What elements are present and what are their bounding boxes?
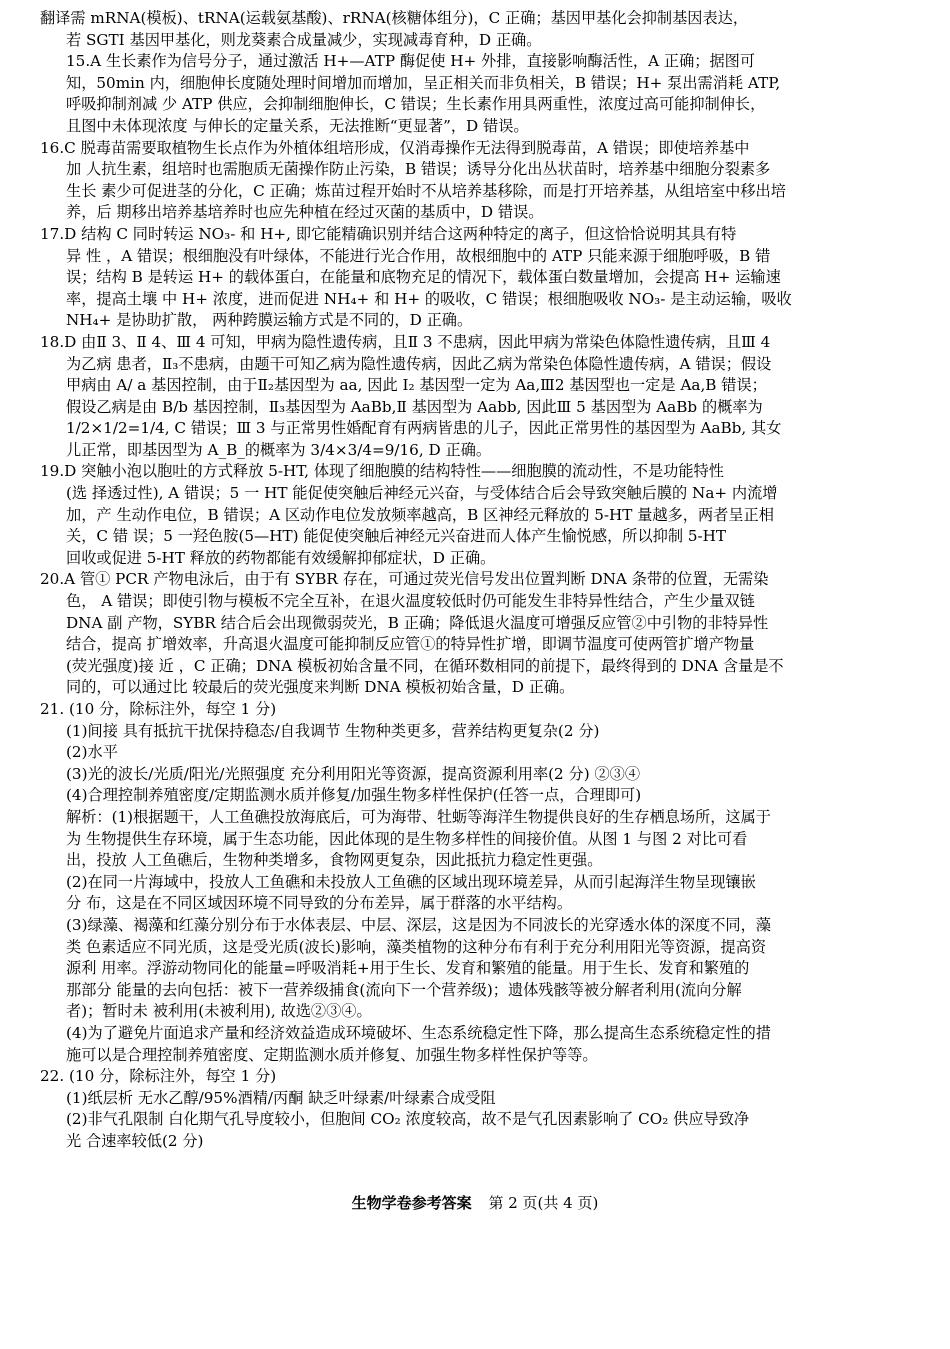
answer-line: (1)间接 具有抵抗干扰保持稳态/自我调节 生物种类更多，营养结构更复杂(2 分) — [66, 721, 600, 740]
answer-block — [40, 785, 912, 807]
answer-line: 22. (10 分，除标注外，每空 1 分) — [40, 1067, 277, 1086]
answer-block — [40, 332, 912, 462]
answer-line: DNA 副 产物，SYBR 结合后会出现微弱荧光，B 正确；降低退火温度可增强反应管②中引物的非特异性 — [66, 613, 769, 632]
answer-block — [40, 1109, 912, 1152]
answer-line: 为乙病 患者，Ⅱ₃不患病，由题干可知乙病为隐性遗传病，因此乙病为常染色体隐性遗传病，A 错误；假设 — [66, 354, 772, 373]
answer-line: 异 性 ，A 错误；根细胞没有叶绿体，不能进行光合作用，故根细胞中的 ATP 只能来源于细胞呼吸，B 错 — [66, 246, 771, 265]
answer-line: 解析：(1)根据题干，人工鱼礁投放海底后，可为海带、牡蛎等海洋生物提供良好的生存栖息场所，这属于 — [66, 807, 771, 826]
answer-line: 儿正常，即基因型为 A_B_的概率为 3/4×3/4=9/16, D 正确。 — [66, 440, 492, 459]
answer-line: 率，提高土壤 中 H+ 浓度，进而促进 NH₄+ 和 H+ 的吸收，C 错误；根细胞吸收 NO₃- 是主动运输，吸收 — [66, 289, 792, 308]
answer-line: 16.C 脱毒苗需要取植物生长点作为外植体组培形成，仅消毒操作无法得到脱毒苗，A 错误；即使培养基中 — [40, 138, 750, 157]
answer-block — [40, 699, 912, 721]
answer-line: 回收或促进 5-HT 释放的药物都能有效缓解抑郁症状，D 正确。 — [66, 548, 496, 567]
answer-line: (1)纸层析 无水乙醇/95%酒精/丙酮 缺乏叶绿素/叶绿素合成受阻 — [66, 1088, 496, 1107]
answer-line: 生长 素少可促进茎的分化，C 正确；炼苗过程开始时不从培养基移除，而是打开培养基，从组培室中移出培 — [66, 181, 786, 200]
answer-line: (荧光强度)接 近 ，C 正确；DNA 模板初始含量不同，在循环数相同的前提下，最终得到的 DNA 含量是不 — [66, 656, 784, 675]
answer-line: (3)绿藻、褐藻和红藻分别分布于水体表层、中层、深层，这是因为不同波长的光穿透水体的深度不同，藻 — [66, 915, 771, 934]
answer-line: 分 布，这是在不同区域因环境不同导致的分布差异，属于群落的水平结构。 — [66, 894, 573, 913]
answer-line: (选 择透过性), A 错误；5 一 HT 能促使突触后神经元兴奋，与受体结合后会导致突触后膜的 Na+ 内流增 — [66, 484, 778, 503]
answer-block — [40, 1066, 912, 1088]
answer-line: 源利 用率。浮游动物同化的能量=呼吸消耗+用于生长、发育和繁殖的能量。用于生长、发育和繁殖的 — [66, 959, 750, 978]
answer-block — [40, 1088, 912, 1110]
answer-line: (3)光的波长/光质/阳光/光照强度 充分利用阳光等资源，提高资源利用率(2 分) ②③④ — [66, 764, 641, 783]
answer-line: 色， A 错误；即使引物与模板不完全互补，在退火温度较低时仍可能发生非特异性结合，产生少量双链 — [66, 592, 755, 611]
answer-line: 17.D 结构 C 同时转运 NO₃- 和 H+, 即它能精确识别并结合这两种特定的离子，但这恰恰说明其具有特 — [40, 224, 737, 243]
answer-line: 20.A 管① PCR 产物电泳后，由于有 SYBR 存在，可通过荧光信号发出位置判断 DNA 条带的位置，无需染 — [40, 570, 769, 589]
answer-block — [40, 224, 912, 332]
answer-line: 19.D 突触小泡以胞吐的方式释放 5-HT, 体现了细胞膜的结构特性——细胞膜的流动性，不是功能特性 — [40, 462, 724, 481]
answer-block — [40, 807, 912, 872]
answer-line: 类 色素适应不同光质，这是受光质(波长)影响，藻类植物的这种分布有利于充分利用阳光等资源，提高资 — [66, 937, 767, 956]
answer-line: (4)合理控制养殖密度/定期监测水质并修复/加强生物多样性保护(任答一点，合理即可) — [66, 786, 642, 805]
answer-block — [40, 1023, 912, 1066]
answer-block — [40, 872, 912, 915]
answer-line: 呼吸抑制剂减 少 ATP 供应，会抑制细胞伸长，C 错误；生长素作用具两重性，浓度过高可能抑制伸长， — [66, 95, 766, 114]
answer-line: (2)水平 — [66, 743, 118, 762]
answer-line: 若 SGTI 基因甲基化，则龙葵素合成量减少，实现减毒育种，D 正确。 — [66, 30, 542, 49]
answer-line: 21. (10 分，除标注外，每空 1 分) — [40, 700, 277, 718]
answer-line: 同的，可以通过比 较最后的荧光强度来判断 DNA 模板初始含量，D 正确。 — [66, 678, 575, 697]
answer-line: 出，投放 人工鱼礁后，生物种类增多，食物网更复杂，因此抵抗力稳定性更强。 — [66, 851, 603, 870]
answer-block — [40, 742, 912, 764]
answer-line: (4)为了避免片面追求产量和经济效益造成环境破坏、生态系统稳定性下降，那么提高生态系统稳定性的措 — [66, 1023, 771, 1042]
answer-block — [40, 569, 912, 699]
answer-line: 翻译需 mRNA(模板)、tRNA(运载氨基酸)、rRNA(核糖体组分)，C 正确；基因甲基化会抑制基因表达， — [40, 9, 749, 27]
answer-line: 1/2×1/2=1/4, C 错误；Ⅲ 3 与正常男性婚配育有两病皆患的儿子，因此正常男性的基因型为 AaBb, 其女 — [66, 419, 782, 438]
answer-line: (2)非气孔限制 白化期气孔导度较小，但胞间 CO₂ 浓度较高，故不是气孔因素影响了 CO₂ 供应导致净 — [66, 1110, 750, 1129]
answer-line: 光 合速率较低(2 分) — [66, 1131, 204, 1150]
answer-line: 甲病由 A/ a 基因控制，由于Ⅱ₂基因型为 aa, 因此 I₂ 基因型一定为 Aa,Ⅲ2 基因型也一定是 Aa,B 错误； — [66, 376, 767, 395]
answer-line: NH₄+ 是协助扩散， 两种跨膜运输方式是不同的，D 正确。 — [66, 311, 473, 330]
answer-line: 施可以是合理控制养殖密度、定期监测水质并修复、加强生物多样性保护等等。 — [66, 1045, 598, 1064]
answer-block — [40, 764, 912, 786]
answer-block — [40, 915, 912, 1023]
answer-line: 且图中未体现浓度 与伸长的定量关系，无法推断“更显著”，D 错误。 — [66, 116, 529, 135]
answer-block — [40, 51, 912, 137]
answer-content — [40, 8, 912, 1152]
answer-line: 加，产 生动作电位，B 错误；A 区动作电位发放频率越高，B 区神经元释放的 5-HT 量越多，两者呈正相 — [66, 505, 774, 524]
footer-title: 生物学卷参考答案 — [351, 1194, 472, 1212]
answer-line: 加 人抗生素，组培时也需胞质无菌操作防止污染，B 错误；诱导分化出丛状苗时，培养基中细胞分裂素多 — [66, 160, 771, 179]
answer-line: (2)在同一片海域中，投放人工鱼礁和未投放人工鱼礁的区域出现环境差异，从而引起海洋生物呈现镶嵌 — [66, 872, 756, 891]
answer-line: 养，后 期移出培养基培养时也应先种植在经过灭菌的基质中，D 错误。 — [66, 203, 544, 222]
answer-line: 知，50min 内，细胞伸长度随处理时间增加而增加，呈正相关而非负相关，B 错误；H+ 泵出需消耗 ATP, — [66, 73, 781, 92]
answer-line: 为 生物提供生存环境，属于生态功能，因此体现的是生物多样性的间接价值。从图 1 与图 2 对比可看 — [66, 829, 748, 848]
answer-line: 关，C 错 误；5 一羟色胺(5—HT) 能促使突触后神经元兴奋进而人体产生愉悦感，所以抑制 5-HT — [66, 527, 727, 546]
answer-block — [40, 8, 912, 51]
answer-line: 者)；暂时未 被利用(未被利用), 故选②③④。 — [66, 1002, 372, 1021]
answer-block — [40, 461, 912, 569]
footer-page-number: 第 2 页(共 4 页) — [488, 1194, 599, 1212]
page-footer — [0, 1193, 950, 1215]
answer-line: 15.A 生长素作为信号分子，通过激活 H+—ATP 酶促使 H+ 外排，直接影响酶活性，A 正确；据图可 — [66, 52, 756, 71]
answer-line: 18.D 由Ⅱ 3、Ⅱ 4、Ⅲ 4 可知，甲病为隐性遗传病，且Ⅱ 3 不患病，因此甲病为常染色体隐性遗传病，且Ⅲ 4 — [40, 332, 771, 351]
answer-line: 误；结构 B 是转运 H+ 的载体蛋白，在能量和底物充足的情况下，载体蛋白数量增加，会提高 H+ 运输速 — [66, 268, 781, 287]
answer-line: 那部分 能量的去向包括：被下一营养级捕食(流向下一个营养级)；遗体残骸等被分解者利用(流向分解 — [66, 980, 742, 999]
answer-block — [40, 138, 912, 224]
answer-line: 假设乙病是由 B/b 基因控制，Ⅱ₃基因型为 AaBb,Ⅱ 基因型为 Aabb, 因此Ⅲ 5 基因型为 AaBb 的概率为 — [66, 397, 763, 416]
answer-line: 结合，提高 扩增效率，升高退火温度可能抑制反应管①的特异性扩增，即调节温度可使两管扩增产物量 — [66, 635, 755, 654]
answer-block — [40, 721, 912, 743]
